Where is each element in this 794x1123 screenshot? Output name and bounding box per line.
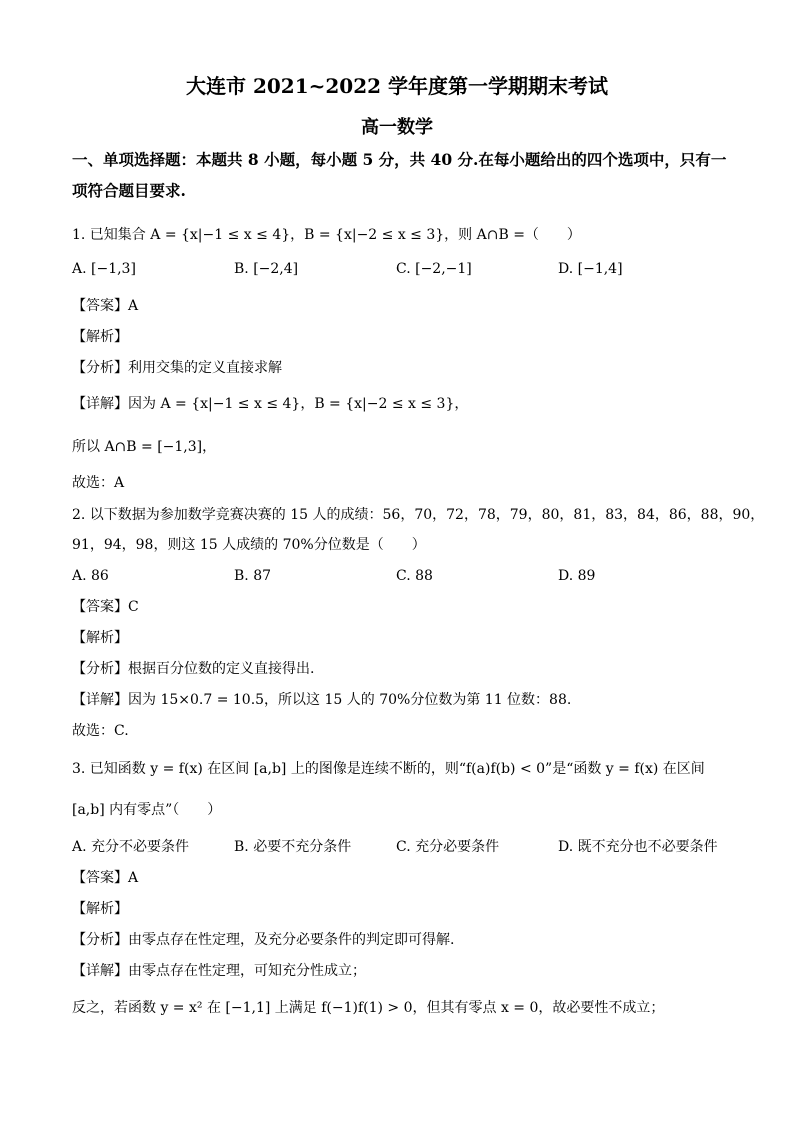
q3-xiangjie: 【详解】由零点存在性定理，可知充分性成立； bbox=[72, 963, 366, 979]
q3-step2: 反之，若函数 y = x² 在 [−1,1] 上满足 f(−1)f(1) > 0，但其有零点 x = 0，故必要性不成立； bbox=[72, 1000, 665, 1016]
q1-xiangjie: 【详解】因为 A = {x|−1 ≤ x ≤ 4}，B = {x|−2 ≤ x ≤ 3}， bbox=[72, 396, 469, 412]
q1-choose: 故选：A bbox=[72, 475, 125, 491]
q3-analysis-label: 【解析】 bbox=[72, 901, 128, 917]
q2-choose: 故选：C. bbox=[72, 723, 129, 739]
q2-stem-line1: 2. 以下数据为参加数学竞赛决赛的 15 人的成绩：56，70，72，78，79，80，81，83，84，86，88，90， bbox=[72, 507, 765, 523]
q3-answer: 【答案】A bbox=[72, 870, 139, 886]
q1-analysis-label: 【解析】 bbox=[72, 329, 128, 345]
q1-option-d: D. [−1,4] bbox=[558, 261, 623, 277]
q2-xiangjie: 【详解】因为 15×0.7 = 10.5，所以这 15 人的 70%分位数为第 11 位数：88. bbox=[72, 692, 572, 708]
q2-stem-line2: 91，94，98，则这 15 人成绩的 70%分位数是（ ） bbox=[72, 537, 426, 553]
q3-option-c: C. 充分必要条件 bbox=[396, 839, 500, 855]
section-heading-line1: 一、单项选择题：本题共 8 小题，每小题 5 分，共 40 分.在每小题给出的四个选项中，只有一 bbox=[72, 150, 727, 169]
exam-subtitle: 高一数学 bbox=[361, 117, 433, 138]
q2-analysis-label: 【解析】 bbox=[72, 630, 128, 646]
q3-option-b: B. 必要不充分条件 bbox=[234, 839, 352, 855]
q2-answer: 【答案】C bbox=[72, 599, 139, 615]
q3-stem-line1: 3. 已知函数 y = f(x) 在区间 [a,b] 上的图像是连续不断的，则“f(a)f(b) < 0”是“函数 y = f(x) 在区间 bbox=[72, 761, 705, 777]
q1-answer: 【答案】A bbox=[72, 298, 139, 314]
q2-fenxi: 【分析】根据百分位数的定义直接得出. bbox=[72, 661, 315, 677]
q1-step2: 所以 A∩B = [−1,3]， bbox=[72, 439, 217, 455]
q3-stem-line2: [a,b] 内有零点”（ ） bbox=[72, 802, 222, 818]
q2-option-c: C. 88 bbox=[396, 568, 433, 584]
q1-option-c: C. [−2,−1] bbox=[396, 261, 472, 277]
q2-option-b: B. 87 bbox=[234, 568, 272, 584]
exam-title: 大连市 2021~2022 学年度第一学期期末考试 bbox=[185, 74, 608, 98]
q3-option-a: A. 充分不必要条件 bbox=[72, 839, 190, 855]
q2-option-a: A. 86 bbox=[72, 568, 109, 584]
q1-stem: 1. 已知集合 A = {x|−1 ≤ x ≤ 4}，B = {x|−2 ≤ x ≤ 3}，则 A∩B =（ ） bbox=[72, 227, 581, 243]
q3-option-d: D. 既不充分也不必要条件 bbox=[558, 839, 718, 855]
q1-option-b: B. [−2,4] bbox=[234, 261, 299, 277]
q2-option-d: D. 89 bbox=[558, 568, 596, 584]
q1-option-a: A. [−1,3] bbox=[72, 261, 136, 277]
section-heading-line2: 项符合题目要求. bbox=[72, 181, 186, 200]
q3-fenxi: 【分析】由零点存在性定理，及充分必要条件的判定即可得解. bbox=[72, 932, 455, 948]
q1-fenxi: 【分析】利用交集的定义直接求解 bbox=[72, 360, 282, 376]
